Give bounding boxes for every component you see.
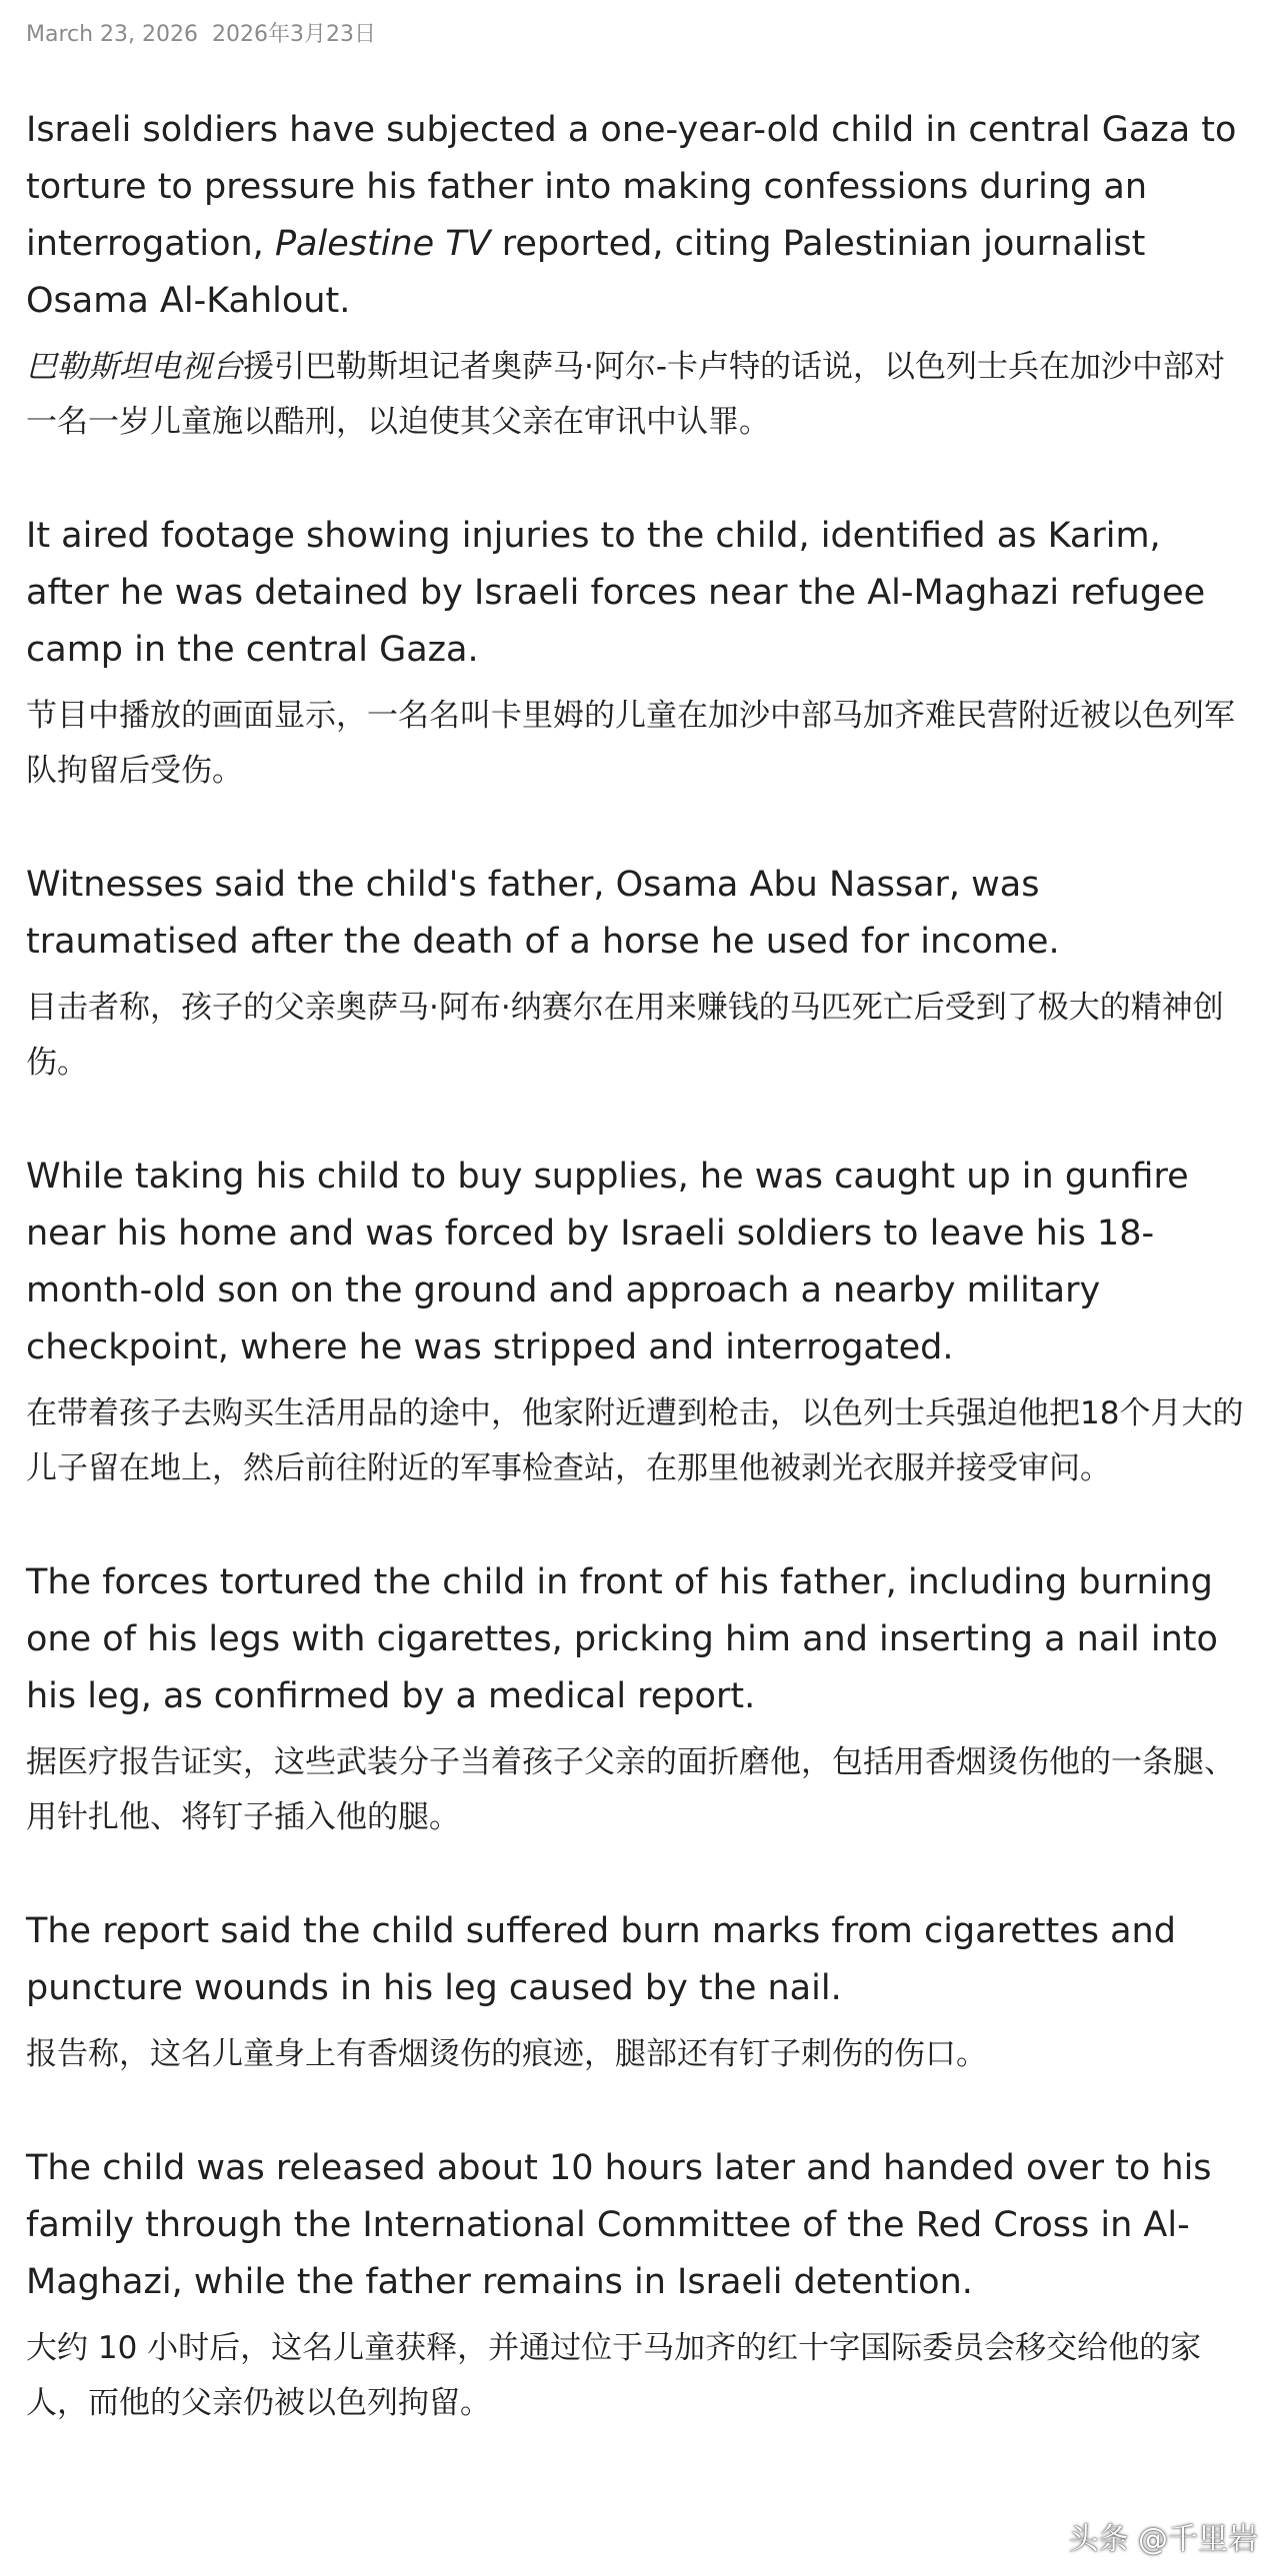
paragraph-chinese: 巴勒斯坦电视台援引巴勒斯坦记者奥萨马·阿尔-卡卢特的话说，以色列士兵在加沙中部对一名一岁儿童施以酷刑，以迫使其父亲在审讯中认罪。 (26, 349, 1226, 441)
dateline (26, 22, 1254, 48)
paragraph-english: While taking his child to buy supplies, he was caught up in gunfire near his home and was forced by Israeli soldiers to leave his 18-month-old son on the ground and approach a nearby military checkpoint, where he was stripped and interrogated. (26, 1157, 1189, 1368)
paragraph-chinese: 节目中播放的画面显示，一名名叫卡里姆的儿童在加沙中部马加齐难民营附近被以色列军队拘留后受伤。 (26, 698, 1235, 790)
paragraph-7 (26, 2140, 1254, 2431)
source-name: Palestine TV (274, 224, 491, 265)
source-name-chinese: 巴勒斯坦电视台 (26, 349, 243, 386)
paragraph-5 (26, 1554, 1254, 1845)
paragraph-chinese: 报告称，这名儿童身上有香烟烫伤的痕迹，腿部还有钉子刺伤的伤口。 (26, 2036, 987, 2073)
date-chinese: 2026年3月23日 (212, 22, 377, 47)
paragraph-english: Israeli soldiers have subjected a one-year-old child in central Gaza to torture to pressure his father into making confessions during an interrogation, Palestine TV reported, citing Palestinian journalist Osama Al-Kahlout. (26, 110, 1237, 322)
paragraph-english: It aired footage showing injuries to the child, identified as Karim, after he was detained by Israeli forces near the Al-Maghazi refugee camp in the central Gaza. (26, 516, 1206, 671)
paragraph-english: The report said the child suffered burn marks from cigarettes and puncture wounds in his leg caused by the nail. (26, 1911, 1176, 2009)
paragraph-chinese: 据医疗报告证实，这些武装分子当着孩子父亲的面折磨他，包括用香烟烫伤他的一条腿、用针扎他、将钉子插入他的腿。 (26, 1744, 1235, 1836)
paragraph-english: The forces tortured the child in front of his father, including burning one of his legs with cigarettes, pricking him and inserting a nail into his leg, as confirmed by a medical report. (26, 1562, 1218, 1717)
paragraph-1 (26, 102, 1254, 450)
paragraph-chinese: 目击者称，孩子的父亲奥萨马·阿布·纳赛尔在用来赚钱的马匹死亡后受到了极大的精神创伤。 (26, 990, 1224, 1082)
paragraph-4 (26, 1149, 1254, 1496)
paragraph-6 (26, 1903, 1254, 2082)
paragraph-english: Witnesses said the child's father, Osama Abu Nassar, was traumatised after the death of a horse he used for income. (26, 865, 1060, 963)
paragraph-english: The child was released about 10 hours later and handed over to his family through the International Committee of the Red Cross in Al-Maghazi, while the father remains in Israeli detention. (26, 2148, 1212, 2303)
watermark: 头条 @千里岩 (1068, 2522, 1258, 2557)
paragraph-chinese: 在带着孩子去购买生活用品的途中，他家附近遭到枪击，以色列士兵强迫他把18个月大的儿子留在地上，然后前往附近的军事检查站，在那里他被剥光衣服并接受审问。 (26, 1395, 1244, 1487)
paragraph-3 (26, 857, 1254, 1091)
date-english: March 23, 2026 (26, 22, 199, 47)
paragraph-2 (26, 508, 1254, 799)
paragraph-chinese: 大约 10 小时后，这名儿童获释，并通过位于马加齐的红十字国际委员会移交给他的家人，而他的父亲仍被以色列拘留。 (26, 2330, 1202, 2422)
